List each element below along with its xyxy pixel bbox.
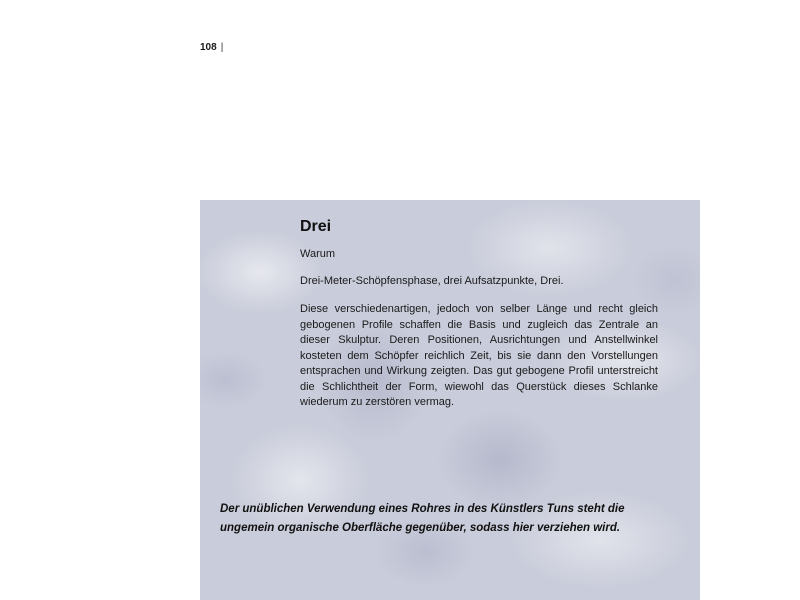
body-paragraph: Diese verschiedenartigen, jedoch von selber Länge und recht gleich gebogenen Profile schaffen die Basis und zugleich das Zentrale an dieser Skulptur. Deren Positionen, Ausrichtungen und Anstellwinkel kosteten dem Schöpfer reichlich Zeit, bis sie dann den Vorstellungen entsprachen und Wirkung zeigten. Das gut gebogene Profil unterstreicht die Schlichtheit der Form, wiewohl das Querstück dieses Schlanke wiederum zu zerstören vermag.	[300, 303, 658, 408]
page-number-divider: |	[220, 42, 224, 53]
lead-sentence: Drei-Meter-Schöpfensphase, drei Aufsatzpunkte, Drei.	[300, 275, 564, 287]
pull-quote: Der unüblichen Verwendung eines Rohres in des Künstlers Tuns steht die ungemein organische Oberfläche gegenüber, sodass hier verziehen wird.	[220, 503, 625, 534]
article-text-block	[300, 218, 658, 411]
page-number: 108	[200, 42, 217, 53]
page-header	[200, 42, 223, 53]
section-subheading: Warum	[300, 248, 336, 260]
section-title: Drei	[300, 218, 332, 235]
